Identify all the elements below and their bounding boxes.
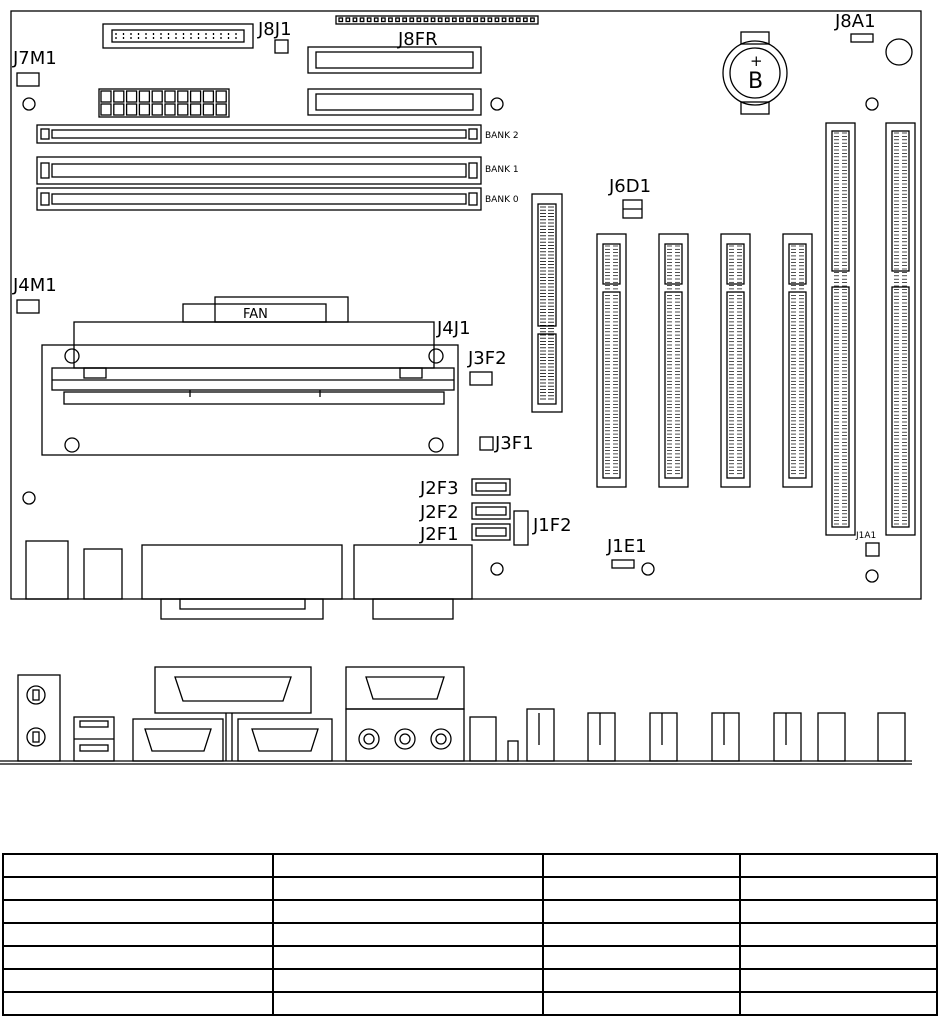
table-cell bbox=[543, 877, 740, 900]
table-cell bbox=[273, 992, 543, 1015]
table-cell bbox=[3, 946, 273, 969]
table-cell bbox=[3, 923, 273, 946]
ide-header-secondary bbox=[308, 47, 481, 73]
label-fan: FAN bbox=[243, 307, 268, 322]
table-cell bbox=[273, 946, 543, 969]
table-row bbox=[3, 992, 937, 1015]
j3f1-header bbox=[480, 437, 493, 450]
bank-2-label: BANK 2 bbox=[485, 131, 519, 141]
label-j8a1: J8A1 bbox=[835, 11, 876, 32]
label-j1a1: J1A1 bbox=[856, 531, 877, 541]
table-cell bbox=[543, 946, 740, 969]
j1a1-jumper bbox=[866, 543, 879, 556]
audio-jacks bbox=[346, 709, 464, 761]
label-j2f3: J2F3 bbox=[420, 478, 459, 499]
dimm-slot-bank-1 bbox=[37, 157, 481, 184]
j2f1-header bbox=[472, 524, 510, 540]
blank-table bbox=[2, 853, 938, 1016]
buzzer bbox=[886, 39, 912, 65]
table-cell bbox=[543, 900, 740, 923]
battery-plus: + bbox=[750, 52, 763, 70]
j8j1-jumper bbox=[275, 40, 288, 53]
j6d1-jumper bbox=[623, 200, 642, 218]
atx-power-connector bbox=[99, 89, 229, 117]
table-cell bbox=[740, 854, 937, 877]
label-j1e1: J1E1 bbox=[607, 536, 647, 557]
dimm-slots bbox=[37, 125, 481, 210]
label-j8j1: J8J1 bbox=[258, 19, 292, 40]
j8a1-jumper bbox=[851, 34, 873, 42]
board-outline bbox=[11, 11, 921, 599]
table-row bbox=[3, 900, 937, 923]
bank-1-label: BANK 1 bbox=[485, 165, 519, 175]
ide-header-primary bbox=[308, 89, 481, 115]
table-row bbox=[3, 854, 937, 877]
table-cell bbox=[273, 854, 543, 877]
table-cell bbox=[740, 946, 937, 969]
rear-io-panel bbox=[0, 655, 938, 765]
table-row bbox=[3, 923, 937, 946]
table-cell bbox=[273, 969, 543, 992]
floppy-header bbox=[103, 24, 253, 48]
serial-port-1 bbox=[133, 719, 223, 761]
table-cell bbox=[543, 992, 740, 1015]
table-cell bbox=[273, 900, 543, 923]
dimm-slot-bank-0 bbox=[37, 188, 481, 210]
table-cell bbox=[273, 877, 543, 900]
table-cell bbox=[740, 992, 937, 1015]
j1e1-jumper bbox=[612, 560, 634, 568]
dimm-slot-bank-2 bbox=[37, 125, 481, 143]
pci-slots bbox=[597, 234, 812, 487]
cpu-slot bbox=[42, 322, 458, 455]
table-cell bbox=[543, 923, 740, 946]
table-cell bbox=[740, 969, 937, 992]
table-cell bbox=[273, 923, 543, 946]
bank-0-label: BANK 0 bbox=[485, 195, 519, 205]
j2f3-header bbox=[472, 479, 510, 495]
label-j4j1: J4J1 bbox=[437, 318, 471, 339]
top-pin-header bbox=[336, 16, 538, 24]
table-row bbox=[3, 946, 937, 969]
table-cell bbox=[3, 854, 273, 877]
game-port bbox=[346, 667, 464, 709]
label-j6d1: J6D1 bbox=[609, 176, 652, 197]
usb-ports bbox=[74, 717, 114, 761]
label-j3f1: J3F1 bbox=[495, 433, 534, 454]
table-cell bbox=[3, 877, 273, 900]
table-cell bbox=[3, 992, 273, 1015]
parallel-port bbox=[155, 667, 311, 713]
label-j1f2: J1F2 bbox=[533, 515, 572, 536]
table-row bbox=[3, 969, 937, 992]
label-j2f1: J2F1 bbox=[420, 524, 459, 545]
table-cell bbox=[740, 900, 937, 923]
label-j7m1: J7M1 bbox=[13, 48, 57, 69]
ps2-ports bbox=[18, 675, 60, 761]
j3f2-header bbox=[470, 372, 492, 385]
table-cell bbox=[3, 969, 273, 992]
label-j4m1: J4M1 bbox=[13, 275, 57, 296]
back-panel-top-view bbox=[26, 541, 472, 619]
label-j2f2: J2F2 bbox=[420, 502, 459, 523]
label-j8fr: J8FR bbox=[398, 29, 438, 50]
j7m1-header bbox=[17, 73, 39, 86]
table-cell bbox=[740, 923, 937, 946]
label-j3f2: J3F2 bbox=[468, 348, 507, 369]
slot-brackets bbox=[470, 709, 905, 761]
serial-port-2 bbox=[238, 719, 332, 761]
isa-slots bbox=[826, 123, 915, 535]
j1f2-header bbox=[514, 511, 528, 545]
j4m1-header bbox=[17, 300, 39, 313]
battery-letter: B bbox=[748, 69, 764, 94]
j2f2-header bbox=[472, 503, 510, 519]
table-cell bbox=[543, 969, 740, 992]
agp-slot bbox=[532, 194, 562, 412]
table-cell bbox=[740, 877, 937, 900]
table-cell bbox=[543, 854, 740, 877]
table-cell bbox=[3, 900, 273, 923]
table-row bbox=[3, 877, 937, 900]
